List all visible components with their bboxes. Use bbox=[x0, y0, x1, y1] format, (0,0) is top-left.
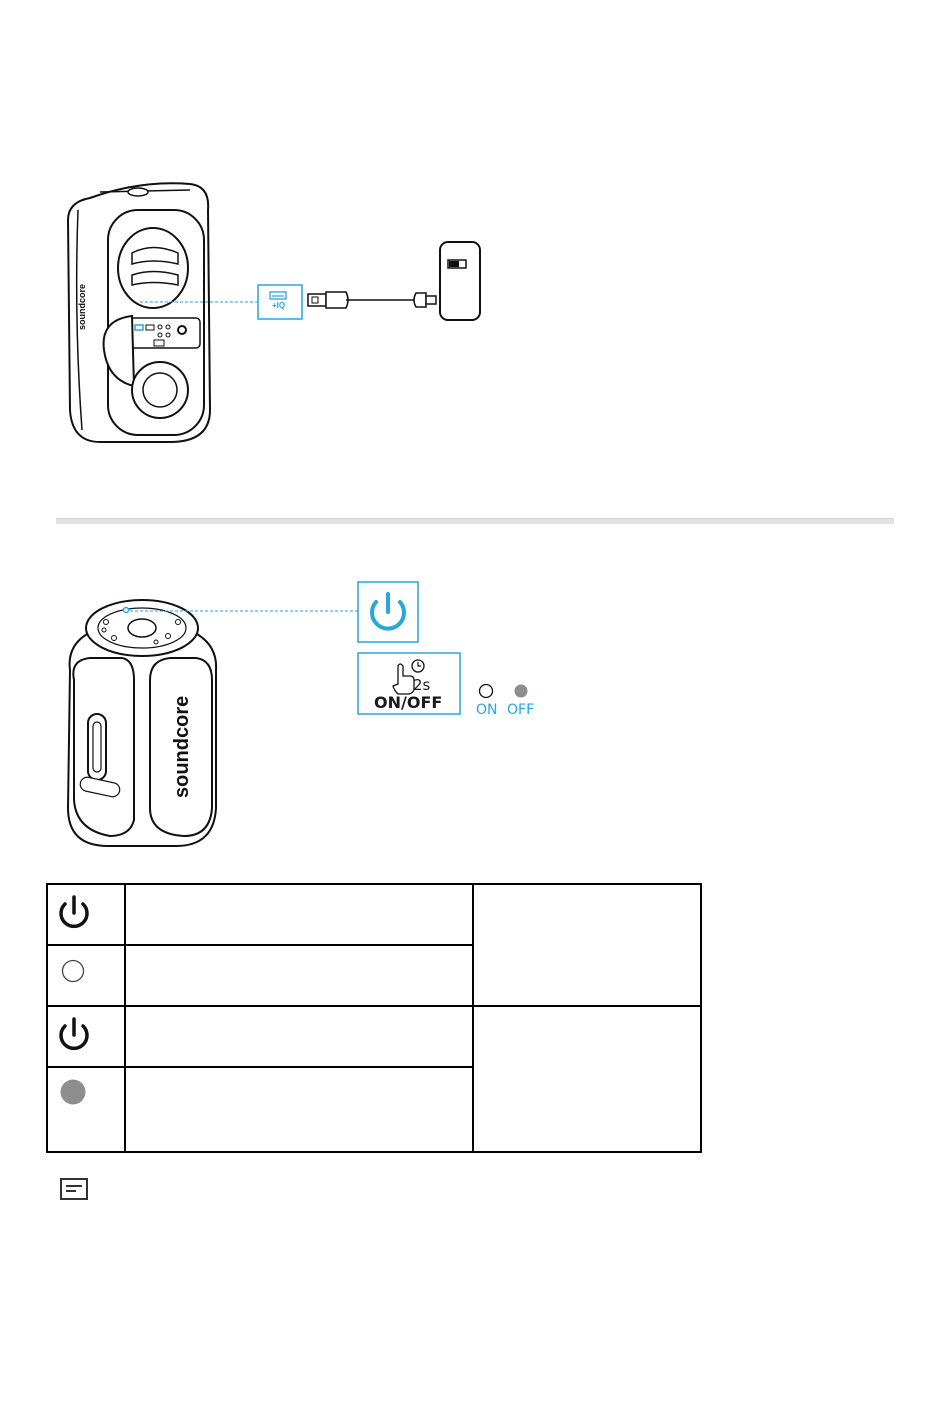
table-icon-cell bbox=[47, 1006, 125, 1067]
led-on-label: ON bbox=[476, 702, 498, 718]
power-icon bbox=[48, 886, 124, 944]
table-text-cell bbox=[125, 1006, 473, 1067]
led-off-label: OFF bbox=[507, 702, 535, 718]
section-divider bbox=[56, 518, 894, 524]
table-icon-cell bbox=[47, 945, 125, 1006]
table-text-cell bbox=[125, 884, 473, 945]
led-outline-icon bbox=[48, 947, 124, 1005]
table-row bbox=[47, 884, 701, 945]
led-off-indicator bbox=[515, 685, 528, 698]
table-text-cell bbox=[125, 945, 473, 1006]
press-label: ON/OFF bbox=[374, 693, 443, 712]
speaker-side-illustration bbox=[60, 180, 500, 450]
table-group-cell bbox=[473, 1006, 701, 1152]
table-icon-cell bbox=[47, 884, 125, 945]
table-group-cell bbox=[473, 884, 701, 1006]
speaker-panel-logo: soundcore bbox=[171, 695, 193, 798]
speaker-brand-logo: soundcore bbox=[77, 283, 87, 330]
table-row bbox=[47, 1006, 701, 1067]
press-duration: 2s bbox=[413, 676, 431, 694]
led-status-table bbox=[46, 883, 702, 1153]
table-icon-cell bbox=[47, 1067, 125, 1152]
charging-figure bbox=[60, 180, 500, 450]
power-figure bbox=[60, 580, 540, 850]
power-icon bbox=[48, 1008, 124, 1066]
table-text-cell bbox=[125, 1067, 473, 1152]
note-icon bbox=[60, 1178, 88, 1200]
led-on-indicator bbox=[480, 685, 493, 698]
speaker-front-illustration bbox=[60, 580, 540, 850]
port-badge-label: +IQ bbox=[272, 301, 286, 310]
led-filled-icon bbox=[48, 1068, 124, 1126]
